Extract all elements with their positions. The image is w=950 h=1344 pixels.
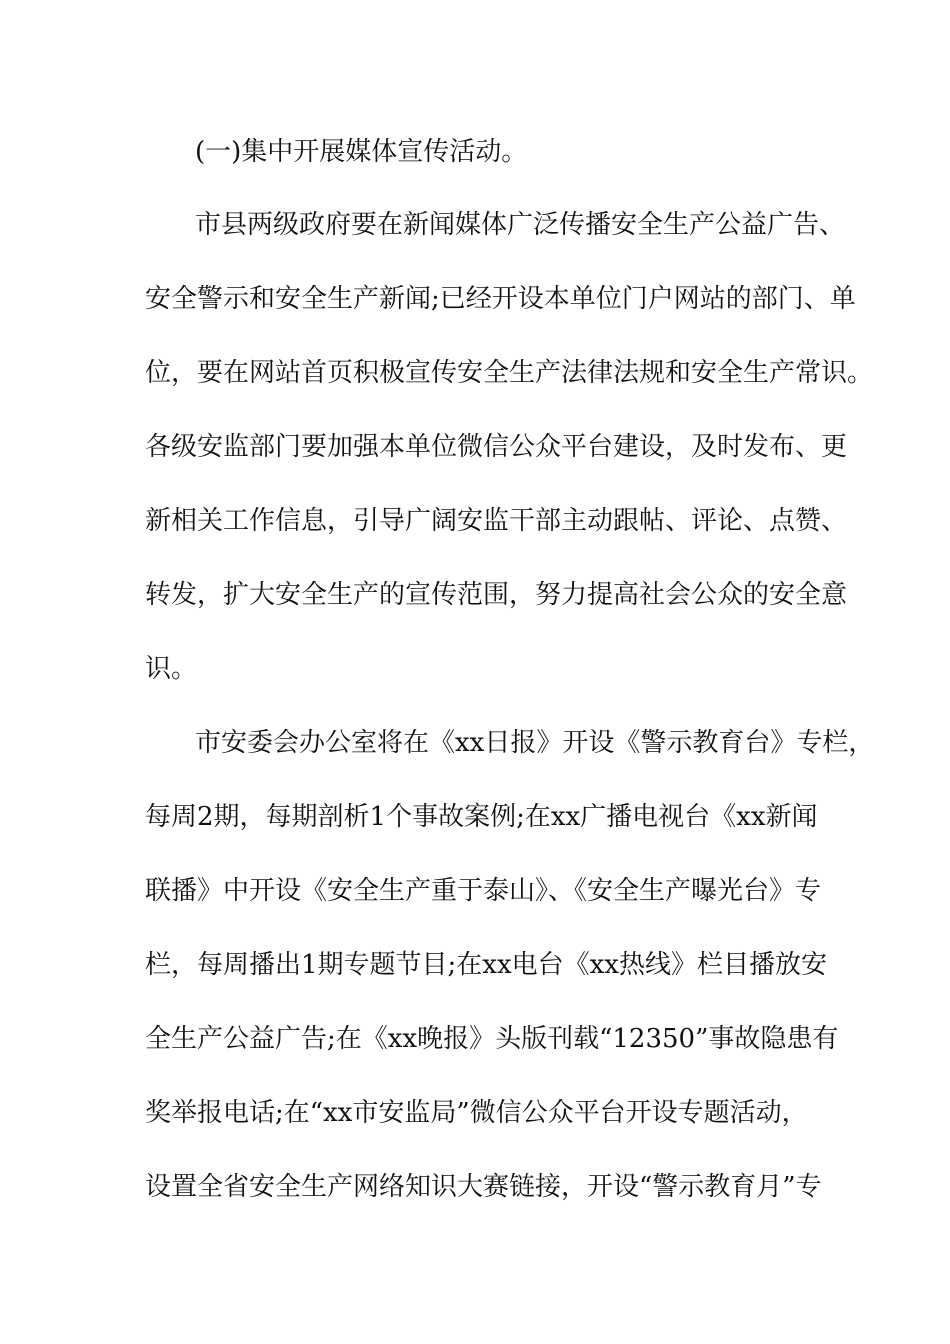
paragraph-2-line-1: 市安委会办公室将在《xx日报》开设《警示教育台》专栏，: [195, 728, 875, 758]
paragraph-1-line-7: 识。: [145, 654, 198, 684]
paragraph-2-line-4: 栏，每周播出1期专题节目;在xx电台《xx热线》栏目播放安: [145, 950, 827, 980]
paragraph-2-line-3: 联播》中开设《安全生产重于泰山》、《安全生产曝光台》专: [145, 876, 822, 906]
paragraph-1-line-3: 位，要在网站首页积极宣传安全生产法律法规和安全生产常识。: [145, 358, 874, 388]
paragraph-1-line-5: 新相关工作信息，引导广阔安监干部主动跟帖、评论、点赞、: [145, 506, 848, 536]
paragraph-2-line-5: 全生产公益广告;在《xx晚报》头版刊载“12350”事故隐患有: [145, 1024, 839, 1054]
paragraph-2-line-7: 设置全省安全生产网络知识大赛链接，开设“警示教育月”专: [145, 1172, 822, 1202]
paragraph-1-line-2: 安全警示和安全生产新闻;已经开设本单位门户网站的部门、单: [145, 284, 856, 314]
paragraph-2-line-2: 每周2期，每期剖析1个事故案例;在xx广播电视台《xx新闻: [145, 802, 818, 832]
paragraph-2-line-6: 奖举报电话;在“xx市安监局”微信公众平台开设专题活动，: [145, 1098, 808, 1128]
paragraph-1-line-6: 转发，扩大安全生产的宣传范围，努力提高社会公众的安全意: [145, 580, 848, 610]
paragraph-1-line-1: 市县两级政府要在新闻媒体广泛传播安全生产公益广告、: [195, 210, 846, 240]
paragraph-1-line-4: 各级安监部门要加强本单位微信公众平台建设，及时发布、更: [145, 432, 848, 462]
section-heading: (一)集中开展媒体宣传活动。: [195, 137, 528, 167]
